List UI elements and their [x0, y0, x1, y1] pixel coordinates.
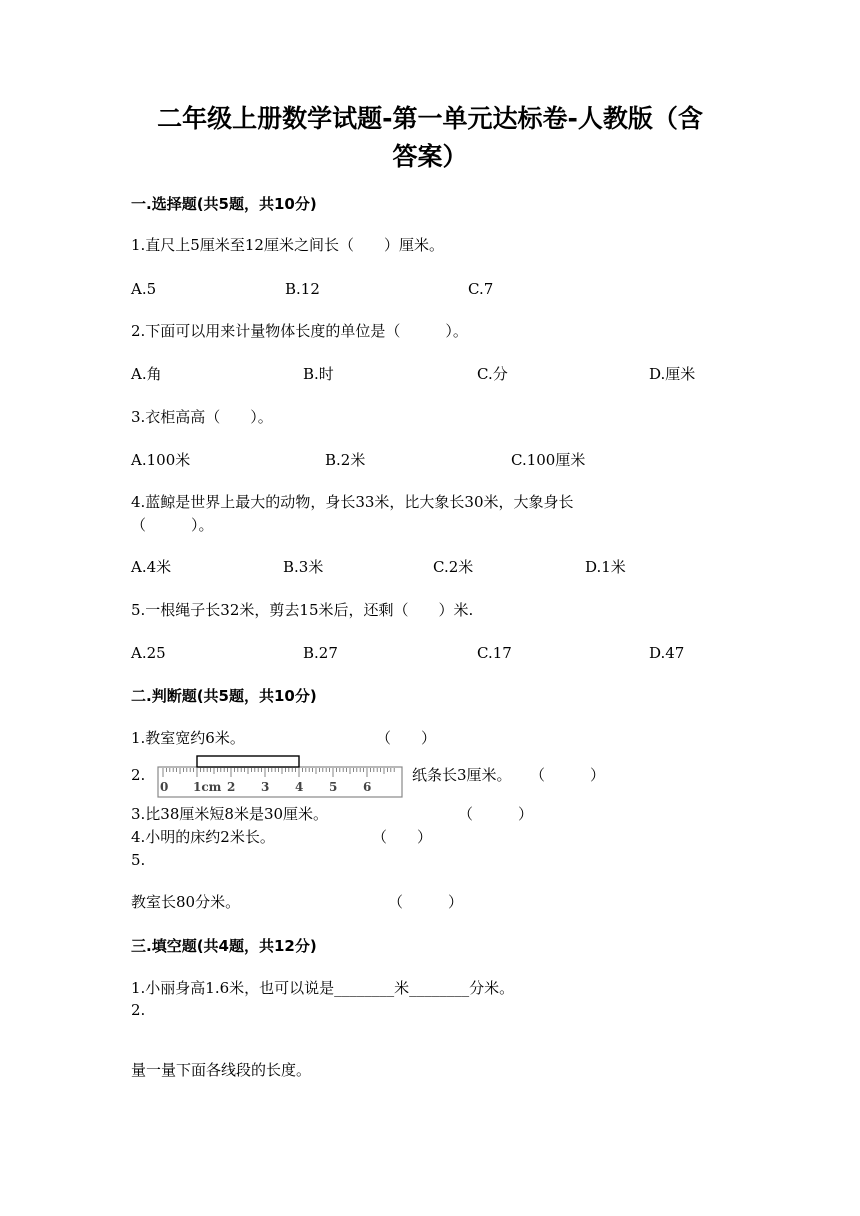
ruler-label: 2 — [227, 780, 236, 794]
fill-2-number: 2. — [131, 1001, 146, 1019]
paper-strip — [197, 756, 299, 767]
q5-option-b: B.27 — [303, 644, 338, 662]
judge-4-text: 4.小明的床约2米长。 — [131, 828, 275, 846]
exam-title — [110, 100, 750, 176]
judge-2-text: 纸条长3厘米。 — [412, 766, 512, 784]
ruler-label: 4 — [295, 780, 304, 794]
judge-2-blank: （ ） — [530, 766, 606, 784]
q4-option-a: A.4米 — [131, 558, 172, 576]
fill-1-text: 1.小丽身高1.6米，也可以说是________米________分米。 — [131, 979, 515, 997]
q3-option-a: A.100米 — [131, 451, 191, 469]
judge-2-number: 2. — [131, 766, 146, 784]
judge-3-text: 3.比38厘米短8米是30厘米。 — [131, 805, 329, 823]
judge-1-blank: （ ） — [376, 729, 437, 747]
q1-option-c: C.7 — [468, 280, 494, 298]
section-heading-choice: 一.选择题(共5题，共10分) — [131, 195, 317, 213]
q3-option-b: B.2米 — [325, 451, 366, 469]
q5-option-c: C.17 — [477, 644, 512, 662]
q5-option-a: A.25 — [131, 644, 166, 662]
q2-option-b: B.时 — [303, 365, 334, 383]
q2-option-a: A.角 — [131, 365, 162, 383]
q4-option-b: B.3米 — [283, 558, 324, 576]
judge-5-text: 教室长80分米。 — [131, 893, 241, 911]
q2-option-c: C.分 — [477, 365, 508, 383]
ruler-label: 5 — [329, 780, 338, 794]
question-5: 5.一根绳子长32米，剪去15米后，还剩（ ）米. — [131, 601, 474, 619]
ruler-label: 0 — [160, 780, 169, 794]
q2-option-d: D.厘米 — [649, 365, 696, 383]
judge-1-text: 1.教室宽约6米。 — [131, 729, 245, 747]
question-1: 1.直尺上5厘米至12厘米之间长（ ）厘米。 — [131, 236, 444, 254]
section-heading-judge: 二.判断题(共5题，共10分) — [131, 687, 317, 705]
ruler-label: 3 — [261, 780, 270, 794]
ruler-label: 1cm — [193, 780, 222, 794]
ruler-figure — [157, 755, 403, 799]
fill-2-text: 量一量下面各线段的长度。 — [131, 1061, 312, 1079]
question-4-line2: （ ）。 — [131, 516, 214, 534]
question-4-line1: 4.蓝鲸是世界上最大的动物，身长33米，比大象长30米，大象身长 — [131, 493, 574, 511]
q4-option-d: D.1米 — [585, 558, 626, 576]
ruler-label: 6 — [363, 780, 372, 794]
q1-option-a: A.5 — [131, 280, 157, 298]
q4-option-c: C.2米 — [433, 558, 474, 576]
exam-title-line1: 二年级上册数学试题-第一单元达标卷-人教版（含 — [157, 104, 703, 133]
judge-5-blank: （ ） — [388, 893, 464, 911]
question-2: 2.下面可以用来计量物体长度的单位是（ ）。 — [131, 322, 468, 340]
section-heading-fill: 三.填空题(共4题，共12分) — [131, 937, 317, 955]
q1-option-b: B.12 — [285, 280, 320, 298]
q5-option-d: D.47 — [649, 644, 685, 662]
question-3: 3.衣柜高高（ ）。 — [131, 408, 273, 426]
judge-4-blank: （ ） — [372, 828, 433, 846]
judge-3-blank: （ ） — [458, 805, 534, 823]
q3-option-c: C.100厘米 — [511, 451, 586, 469]
judge-5-number: 5. — [131, 851, 146, 869]
exam-title-line2: 答案） — [392, 142, 468, 171]
